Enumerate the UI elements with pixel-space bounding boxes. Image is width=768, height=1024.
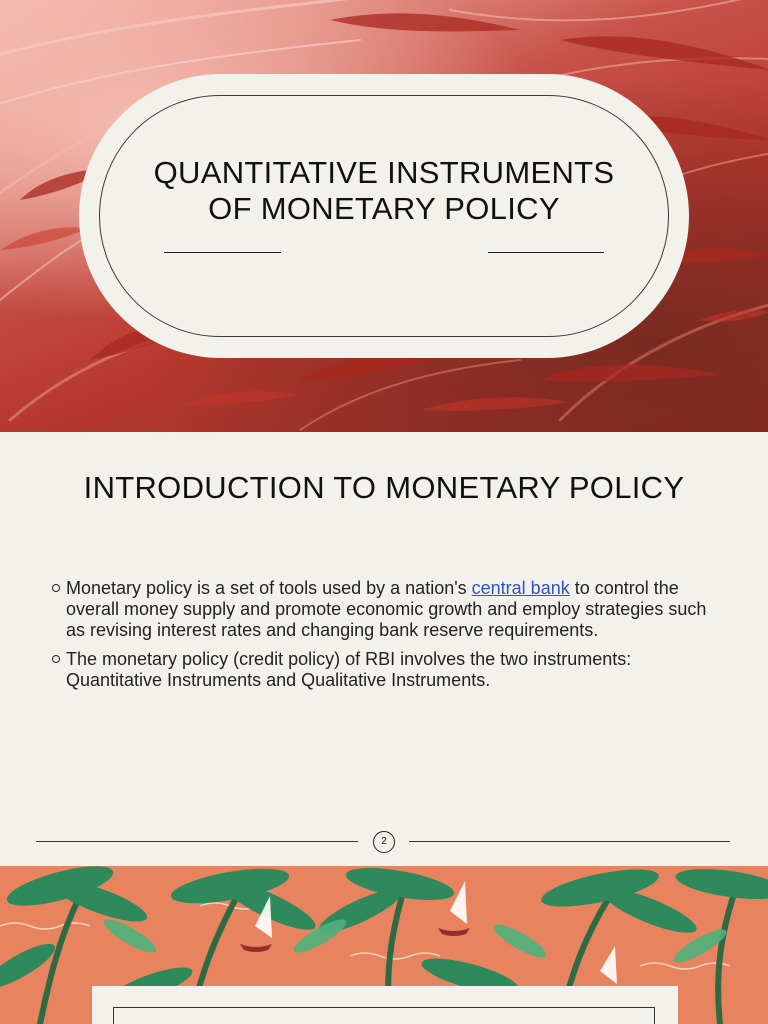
decorative-line-right: [488, 252, 604, 253]
footer-line-right: [409, 841, 730, 842]
introduction-slide: [0, 432, 768, 866]
bullet-list: [50, 578, 720, 699]
circle-bullet-icon: [52, 584, 60, 592]
decorative-line-left: [164, 252, 281, 253]
bullet-item-1: [50, 578, 720, 641]
bullet-1-text-end: to control the overall money supply and promote economic growth and employ strategies such as revising interest rates and changing bank reserve requirements.: [66, 578, 707, 640]
bullet-2-text: The monetary policy (credit policy) of RBI involves the two instruments: Quantitative Instruments and Qualitative Instruments.: [66, 649, 632, 690]
title-slide: [0, 0, 768, 432]
palm-pattern-slide: [0, 866, 768, 1024]
central-bank-link[interactable]: central bank: [471, 578, 570, 598]
slide-title-line1: QUANTITATIVE INSTRUMENTS: [153, 155, 615, 190]
circle-bullet-icon: [52, 655, 60, 663]
slide-title: [120, 155, 648, 227]
footer-line-left: [36, 841, 358, 842]
content-card-border: [113, 1007, 655, 1024]
page-number: 2: [373, 831, 395, 853]
slide-title-line2: OF MONETARY POLICY: [208, 191, 560, 226]
introduction-heading: INTRODUCTION TO MONETARY POLICY: [83, 470, 685, 505]
bullet-1-text-start: Monetary policy is a set of tools used by a nation's: [66, 578, 472, 598]
bullet-item-2: [50, 649, 720, 691]
